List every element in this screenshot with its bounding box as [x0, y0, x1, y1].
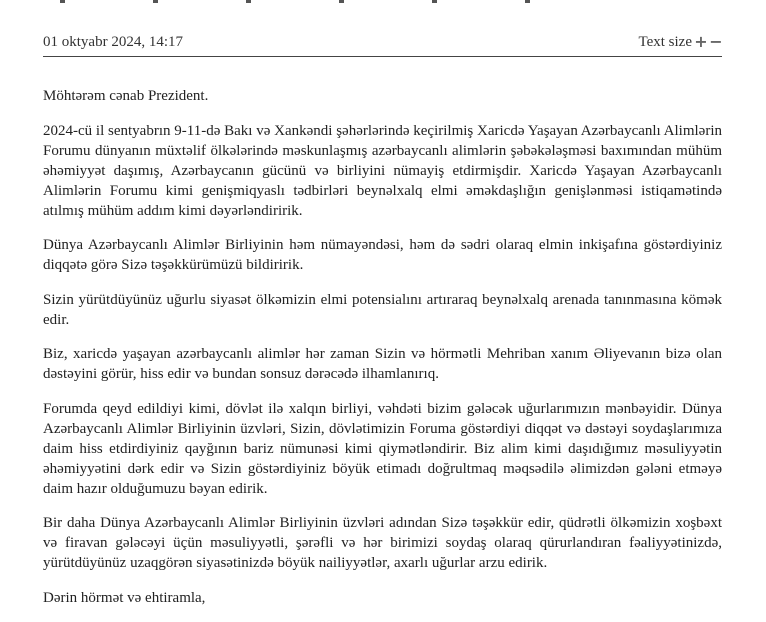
header-divider [43, 56, 722, 57]
paragraph: Forumda qeyd edildiyi kimi, dövlət ilə xalqın birliyi, vəhdəti bizim gələcək uğurlarımızın mənbəyidir. Dünya Azərbaycanlı Alimlər Birliyinin üzvləri, Sizin, dövlətimizin Foruma göstərdiyi diqqət və dəstəyi soydaşlarımıza daim hiss etdirdiyiniz qayğının bariz nümunəsi kimi qiymətləndirir. Biz alim kimi daşıdığımız məsuliyyətin əhəmiyyətini dərk edir və Sizin göstərdiyiniz böyük etimadı doğrultmaq məqsədilə əlimizdən gələni etməyə daim hazır olduğumuzu bəyan edirik. [43, 400, 722, 497]
text-size-label: Text size [638, 33, 692, 50]
text-size-control [638, 34, 722, 51]
paragraph: Bir daha Dünya Azərbaycanlı Alimlər Birliyinin üzvləri adından Sizə təşəkkür edir, qüdrətli ölkəmizin xoşbəxt və firavan gələcəyi üçün məsuliyyətli, şərəfli və hər birimizi soydaş olaraq qürurlandıran fəaliyyətinizdə, yürütdüyünüz uzaqgörən siyasətinizdə böyük nailiyyətlər, axarlı uğurlar arzu edirik. [43, 515, 722, 571]
plus-icon[interactable]: + [694, 32, 708, 51]
paragraph: Sizin yürütdüyünüz uğurlu siyasət ölkəmizin elmi potensialını artıraraq beynəlxalq arenada tanınmasına kömək edir. [43, 291, 722, 328]
paragraph: 2024-cü il sentyabrın 9-11-də Bakı və Xankəndi şəhərlərində keçirilmiş Xaricdə Yaşayan Azərbaycanlı Alimlərin Forumu dünyanın müxtəlif ölkələrində məskunlaşmış azərbaycanlı alimlərin şəbəkələşməsi baxımından mühüm əhəmiyyət daşımış, Azərbaycanın gücünü və birliyini nümayiş etdirmişdir. Xaricdə Yaşayan Azərbaycanlı Alimlərin Forumu kimi genişmiqyaslı tədbirləri beynəlxalq elmi əməkdaşlığın genişlənməsi istiqamətində atılmış mühüm addım kimi dəyərləndiririk. [43, 122, 722, 219]
paragraph: Dünya Azərbaycanlı Alimlər Birliyinin həm nümayəndəsi, həm də sədri olaraq elmin inkişafına göstərdiyiniz diqqətə görə Sizə təşəkkürümüzü bildiririk. [43, 237, 722, 273]
clipped-top-text [60, 0, 700, 3]
paragraph: Biz, xaricdə yaşayan azərbaycanlı alimlər hər zaman Sizin və hörmətli Mehriban xanım Əliyevanın bizə olan dəstəyini görür, hiss edir və bundan sonsuz dərəcədə ilhamlanırıq. [43, 346, 722, 382]
article-meta-bar [43, 32, 722, 52]
minus-icon[interactable]: − [709, 32, 723, 51]
publish-date: 01 oktyabr 2024, 14:17 [43, 33, 183, 50]
greeting: Möhtərəm cənab Prezident. [43, 88, 209, 104]
closing: Dərin hörmət və ehtiramla, [43, 589, 206, 606]
article-body [43, 86, 722, 622]
